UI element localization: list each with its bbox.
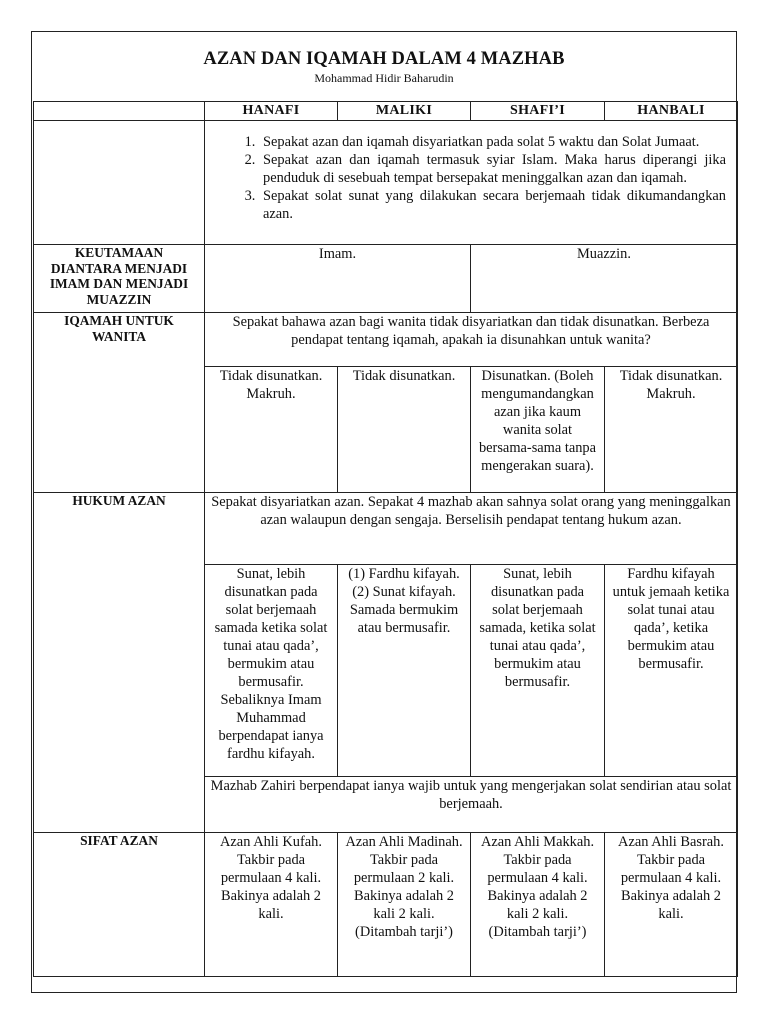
header-hanafi: HANAFI <box>205 102 338 121</box>
document-title: AZAN DAN IQAMAH DALAM 4 MAZHAB <box>203 49 565 69</box>
hukum-maliki: (1) Fardhu kifayah. (2) Sunat kifayah. Samada bermukim atau bermusafir. <box>338 565 471 777</box>
header-row <box>34 102 738 121</box>
hukum-summary-row <box>34 493 738 565</box>
general-points-list <box>210 133 726 223</box>
general-points-cell <box>205 121 738 245</box>
hukum-shafii: Sunat, lebih disunatkan pada solat berjemaah samada, ketika solat tunai atau qada’, bermukim atau bermusafir. <box>471 565 605 777</box>
document-author: Mohammad Hidir Baharudin <box>314 71 454 85</box>
mazhab-comparison-table <box>33 101 738 977</box>
keutamaan-row <box>34 245 738 313</box>
general-label <box>34 121 205 245</box>
title-block <box>32 32 736 101</box>
iqamah-label: IQAMAH UNTUK WANITA <box>34 313 205 493</box>
header-hanbali: HANBALI <box>605 102 738 121</box>
general-point: 2. Sepakat azan dan iqamah termasuk syiar Islam. Maka harus diperangi jika penduduk di sesebuah tempat bersepakat meninggalkan azan dan iqamah. <box>259 151 726 187</box>
iqamah-maliki: Tidak disunatkan. <box>338 367 471 493</box>
hukum-zahiri-note: Mazhab Zahiri berpendapat ianya wajib untuk yang mengerjakan solat sendirian atau solat berjemaah. <box>205 777 738 833</box>
hukum-hanafi: Sunat, lebih disunatkan pada solat berjemaah samada ketika solat tunai atau qada’, bermukim atau bermusafir. Sebaliknya Imam Muhammad berpendapat ianya fardhu kifayah. <box>205 565 338 777</box>
general-row <box>34 121 738 245</box>
keutamaan-shafii-hanbali: Muazzin. <box>471 245 738 313</box>
sifat-hanafi: Azan Ahli Kufah. Takbir pada permulaan 4 kali. Bakinya adalah 2 kali. <box>205 833 338 977</box>
keutamaan-label: KEUTAMAAN DIANTARA MENJADI IMAM DAN MENJADI MUAZZIN <box>34 245 205 313</box>
iqamah-hanafi: Tidak disunatkan. Makruh. <box>205 367 338 493</box>
sifat-row <box>34 833 738 977</box>
iqamah-summary: Sepakat bahawa azan bagi wanita tidak disyariatkan dan tidak disunatkan. Berbeza pendapat tentang iqamah, apakah ia disunahkan untuk wanita? <box>205 313 738 367</box>
hukum-label: HUKUM AZAN <box>34 493 205 833</box>
iqamah-shafii: Disunatkan. (Boleh mengumandangkan azan jika kaum wanita solat bersama-sama tanpa mengerakan suara). <box>471 367 605 493</box>
iqamah-summary-row <box>34 313 738 367</box>
hukum-summary: Sepakat disyariatkan azan. Sepakat 4 mazhab akan sahnya solat orang yang meninggalkan azan walaupun dengan sengaja. Berselisih pendapat tentang hukum azan. <box>205 493 738 565</box>
keutamaan-hanafi-maliki: Imam. <box>205 245 471 313</box>
hukum-hanbali: Fardhu kifayah untuk jemaah ketika solat tunai atau qada’, ketika bermukim atau bermusafir. <box>605 565 738 777</box>
general-point: 3. Sepakat solat sunat yang dilakukan secara berjemaah tidak dikumandangkan azan. <box>259 187 726 223</box>
header-maliki: MALIKI <box>338 102 471 121</box>
sifat-label: SIFAT AZAN <box>34 833 205 977</box>
header-empty <box>34 102 205 121</box>
sifat-maliki: Azan Ahli Madinah. Takbir pada permulaan 2 kali. Bakinya adalah 2 kali 2 kali. (Ditambah tarji’) <box>338 833 471 977</box>
document-page <box>31 31 737 993</box>
iqamah-hanbali: Tidak disunatkan. Makruh. <box>605 367 738 493</box>
sifat-hanbali: Azan Ahli Basrah. Takbir pada permulaan 4 kali. Bakinya adalah 2 kali. <box>605 833 738 977</box>
general-point: 1. Sepakat azan dan iqamah disyariatkan pada solat 5 waktu dan Solat Jumaat. <box>259 133 726 151</box>
header-shafii: SHAFI’I <box>471 102 605 121</box>
sifat-shafii: Azan Ahli Makkah. Takbir pada permulaan 4 kali. Bakinya adalah 2 kali 2 kali. (Ditambah tarji’) <box>471 833 605 977</box>
